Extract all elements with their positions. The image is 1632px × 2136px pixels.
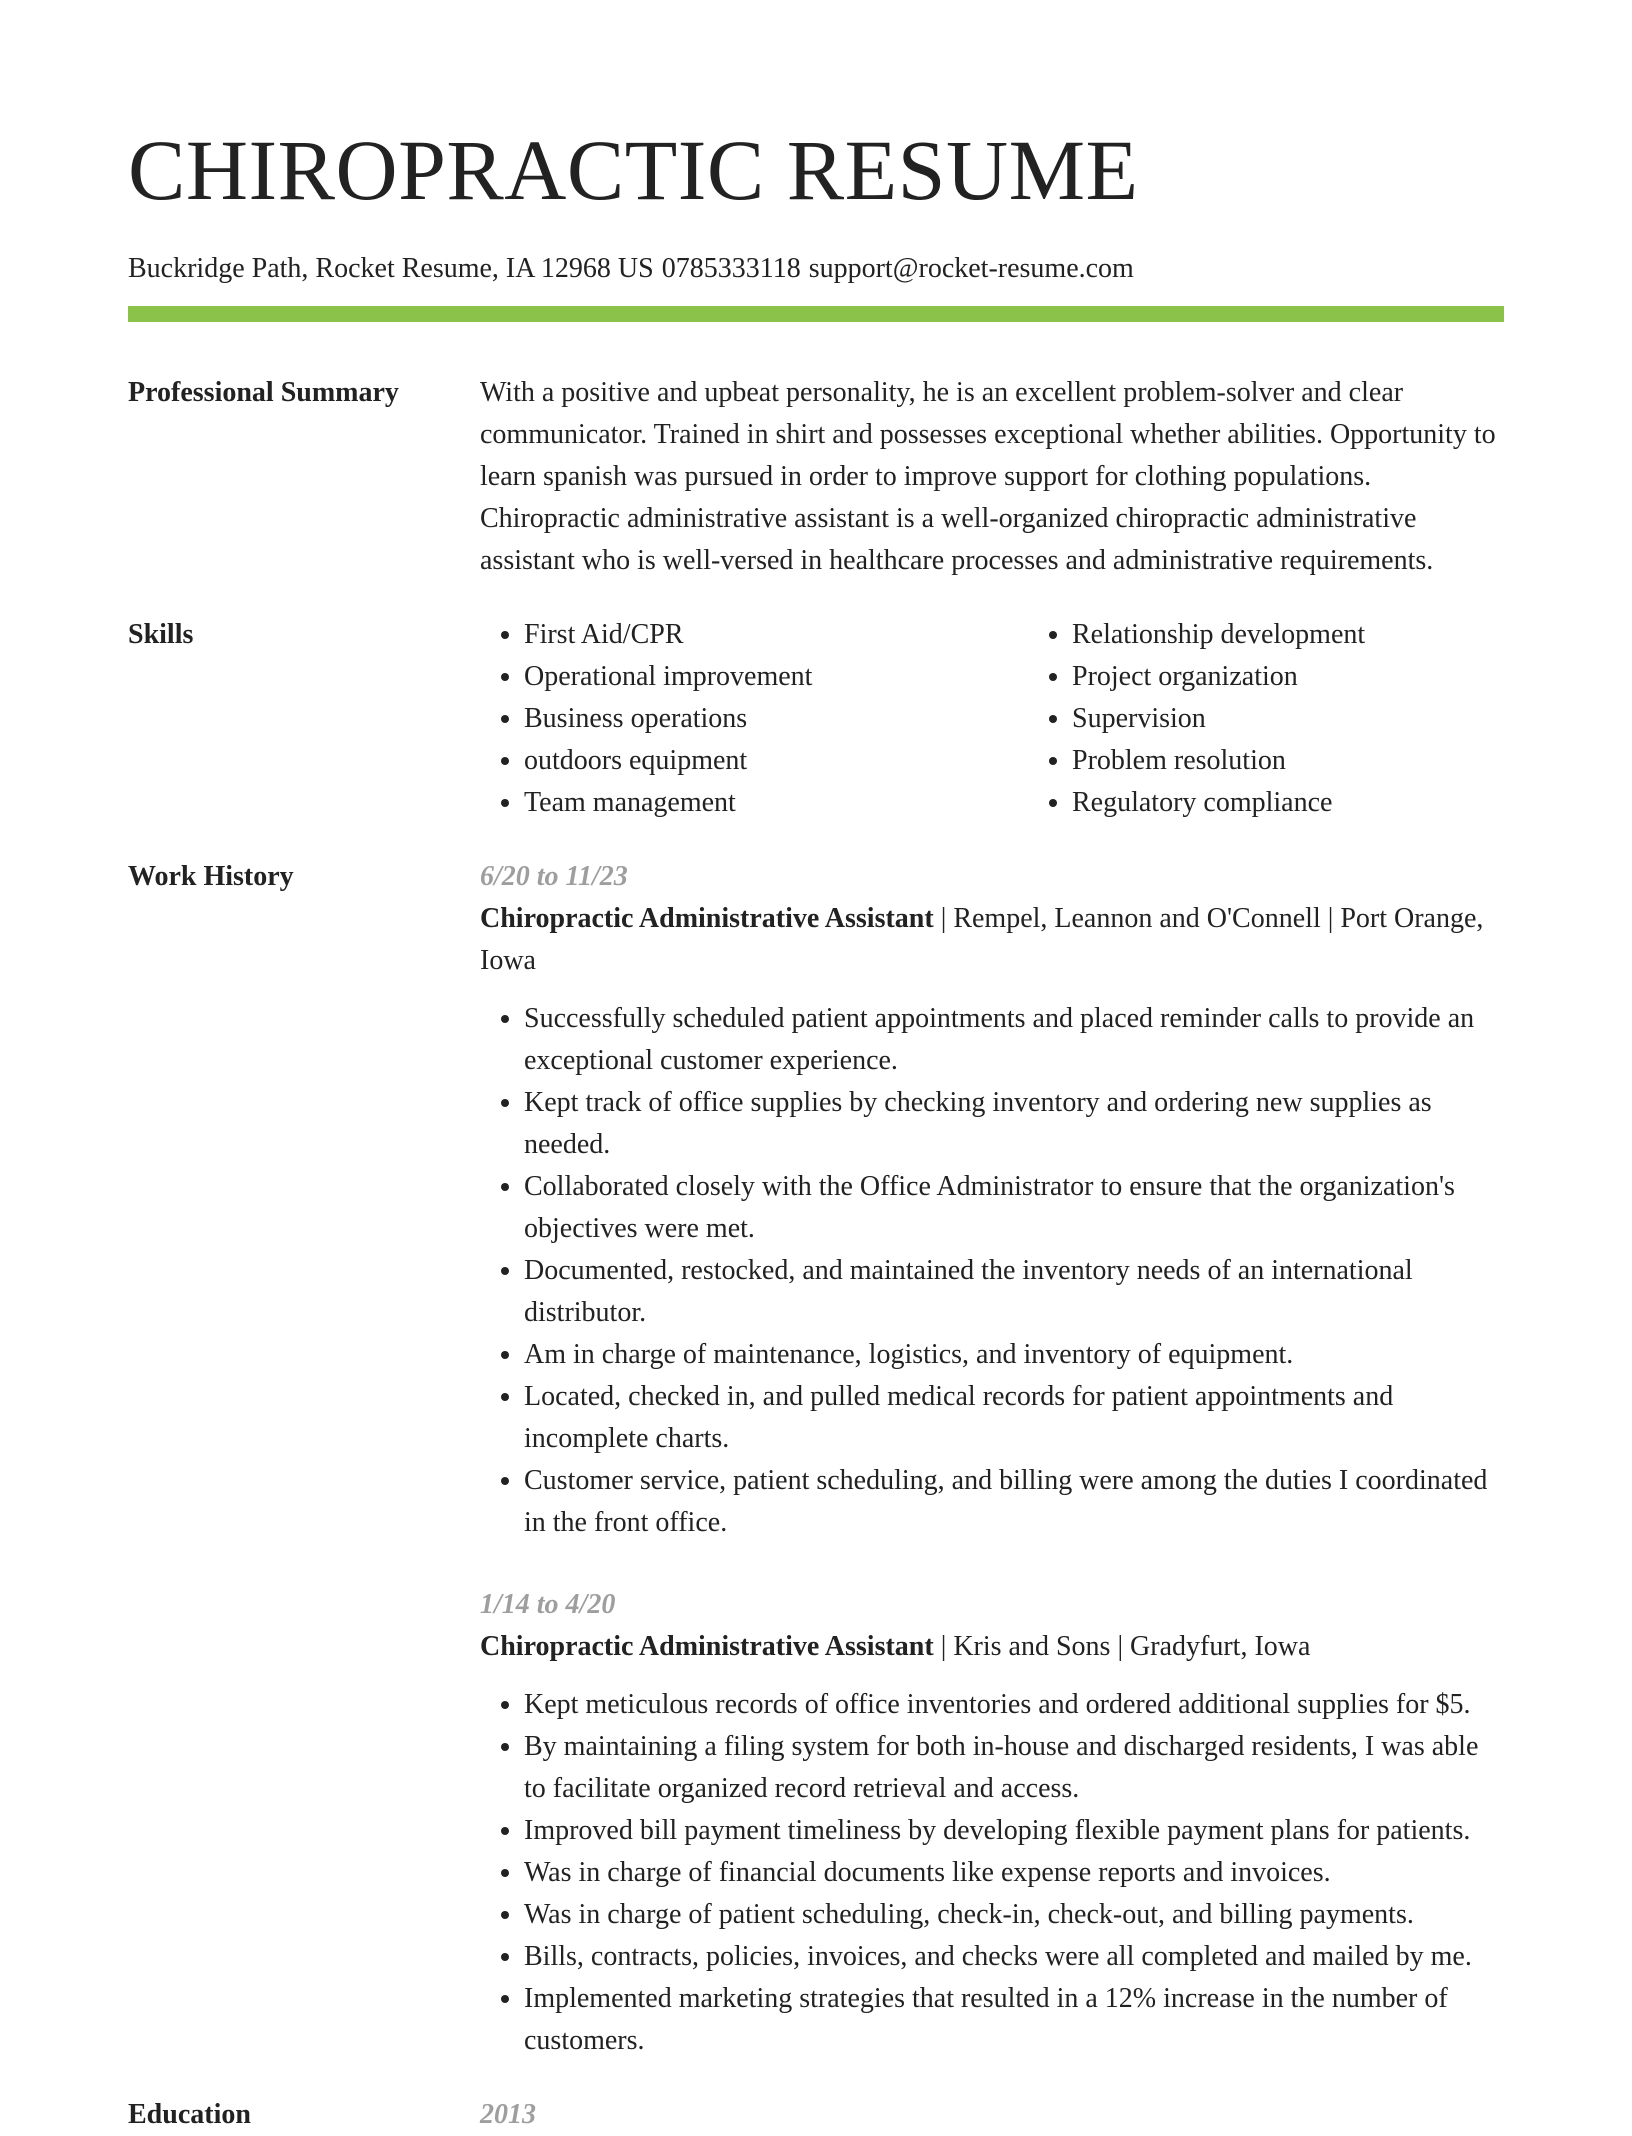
job-duty: • Successfully scheduled patient appointments and placed reminder calls to provide an exceptional customer experience. [524, 998, 1504, 1082]
job-duty: • Implemented marketing strategies that resulted in a 12% increase in the number of customers. [524, 1978, 1504, 2062]
job-header: Chiropractic Administrative Assistant | Kris and Sons | Gradyfurt, Iowa [480, 1631, 1311, 1662]
skills-list-left [480, 614, 1028, 824]
summary-heading: Professional Summary [128, 377, 399, 408]
education-dates: 2013 [480, 2099, 536, 2130]
summary-section [128, 372, 1504, 582]
job-duty: • Customer service, patient scheduling, and billing were among the duties I coordinated in the front office. [524, 1460, 1504, 1544]
skill-item: • Regulatory compliance [1072, 782, 1576, 824]
job-company: Rempel, Leannon and O'Connell [953, 903, 1321, 934]
job-title: Chiropractic Administrative Assistant [480, 903, 934, 934]
job-dates: 1/14 to 4/20 [480, 1589, 616, 1620]
job-duty: • Kept track of office supplies by checking inventory and ordering new supplies as needed. [524, 1082, 1504, 1166]
contact-line [128, 252, 1504, 286]
education-section [128, 2094, 1504, 2136]
header-divider [128, 306, 1504, 322]
skill-item: • Relationship development [1072, 614, 1576, 656]
job-entry [480, 1584, 1504, 2062]
skill-item: • outdoors equipment [524, 740, 1028, 782]
skills-list-right [1028, 614, 1576, 824]
work-history-section [128, 856, 1504, 2062]
job-duty: • Was in charge of financial documents like expense reports and invoices. [524, 1852, 1504, 1894]
job-duty: • Am in charge of maintenance, logistics, and inventory of equipment. [524, 1334, 1504, 1376]
job-duty: • Improved bill payment timeliness by developing flexible payment plans for patients. [524, 1810, 1504, 1852]
job-duties [480, 998, 1504, 1544]
job-location: Port Orange, Iowa [480, 903, 1484, 976]
contact-email: support@rocket-resume.com [808, 253, 1134, 284]
resume-page [128, 0, 1504, 2136]
job-duty: • Bills, contracts, policies, invoices, and checks were all completed and mailed by me. [524, 1936, 1504, 1978]
job-dates: 6/20 to 11/23 [480, 861, 628, 892]
job-duties [480, 1684, 1504, 2062]
skill-item: • Team management [524, 782, 1028, 824]
skill-item: • Problem resolution [1072, 740, 1576, 782]
job-title: Chiropractic Administrative Assistant [480, 1631, 934, 1662]
work-history-heading: Work History [128, 861, 294, 892]
job-duty: • Documented, restocked, and maintained the inventory needs of an international distributor. [524, 1250, 1504, 1334]
skill-item: • First Aid/CPR [524, 614, 1028, 656]
skill-item: • Supervision [1072, 698, 1576, 740]
skill-item: • Project organization [1072, 656, 1576, 698]
summary-text: With a positive and upbeat personality, he is an excellent problem-solver and clear communicator. Trained in shirt and possesses exceptional whether abilities. Opportunity to learn spanish was pursued in order to improve support for clothing populations. Chiropractic administrative assistant is a well-organized chiropractic administrative assistant who is well-versed in healthcare processes and administrative requirements. [480, 377, 1496, 576]
job-entry [480, 856, 1504, 1544]
job-duty: • Located, checked in, and pulled medical records for patient appointments and incomplete charts. [524, 1376, 1504, 1460]
job-duty: • Collaborated closely with the Office Administrator to ensure that the organization's objectives were met. [524, 1166, 1504, 1250]
skills-heading: Skills [128, 619, 194, 650]
job-location: Gradyfurt, Iowa [1130, 1631, 1311, 1662]
job-company: Kris and Sons [953, 1631, 1111, 1662]
skill-item: • Operational improvement [524, 656, 1028, 698]
job-duty: • Was in charge of patient scheduling, check-in, check-out, and billing payments. [524, 1894, 1504, 1936]
skills-section [128, 614, 1504, 824]
job-duty: • By maintaining a filing system for both in-house and discharged residents, I was able to facilitate organized record retrieval and access. [524, 1726, 1504, 1810]
skill-item: • Business operations [524, 698, 1028, 740]
job-header: Chiropractic Administrative Assistant | Rempel, Leannon and O'Connell | Port Orange, Iowa [480, 903, 1484, 976]
job-duty: • Kept meticulous records of office inventories and ordered additional supplies for $5. [524, 1684, 1504, 1726]
contact-phone: 0785333118 [661, 253, 801, 284]
contact-address: Buckridge Path, Rocket Resume, IA 12968 US [128, 253, 654, 284]
resume-name: CHIROPRACTIC RESUME [128, 122, 1139, 218]
education-heading: Education [128, 2099, 251, 2130]
